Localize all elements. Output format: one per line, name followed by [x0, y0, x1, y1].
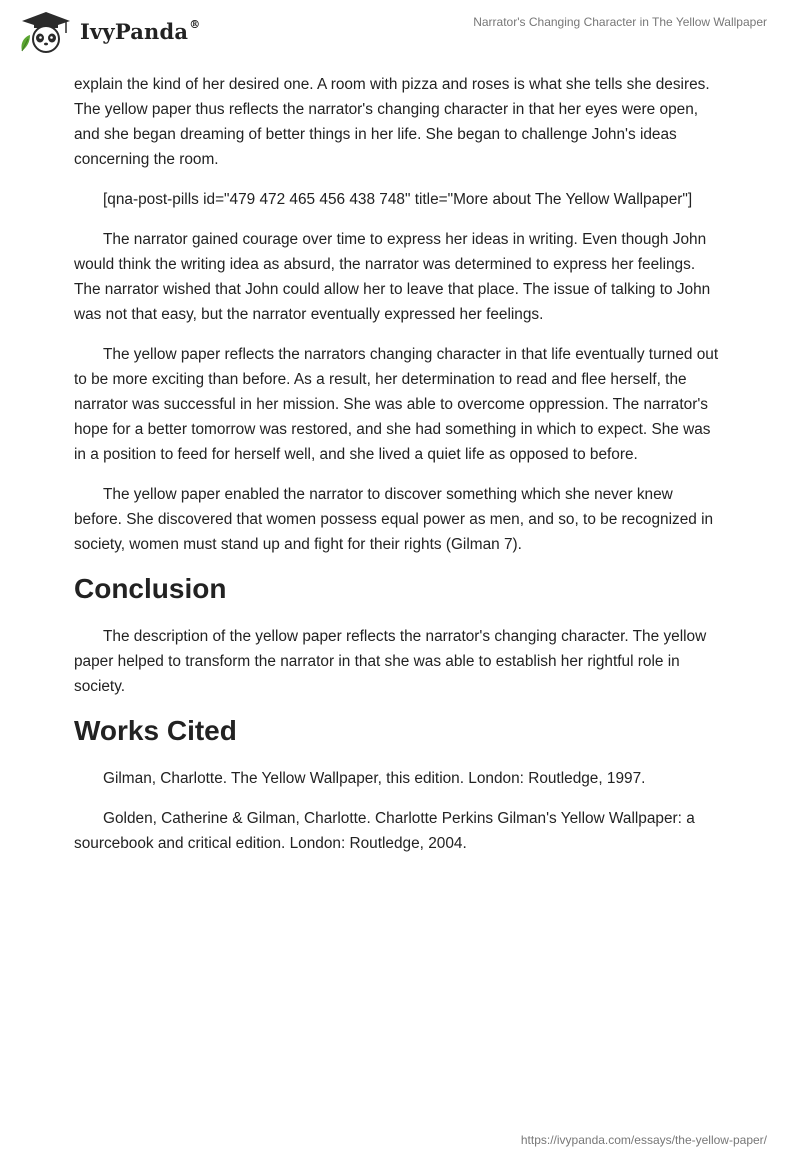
paragraph: The yellow paper reflects the narrators changing character in that life eventually turned out to be more exciting than before. As a result, her determination to read and flee herself, the narrator was successful in her mission. She was able to overcome oppression. The narrator's hope for a better tomorrow was restored, and she had something in which to expect. She was in a position to feed for herself well, and she lived a quiet life as opposed to before.	[74, 346, 719, 463]
source-url-link[interactable]: https://ivypanda.com/essays/the-yellow-paper/	[520, 1133, 767, 1147]
brand-text: IvyPanda	[80, 19, 189, 44]
registered-mark: ®	[189, 18, 201, 31]
document-title: Narrator's Changing Character in The Yellow Wallpaper	[473, 15, 767, 29]
paragraph: The narrator gained courage over time to express her ideas in writing. Even though John would think the writing idea as absurd, the narrator was determined to express her feelings. The narrator wished that John could allow her to leave that place. The issue of talking to John was not that easy, but the narrator eventually expressed her feelings.	[74, 231, 711, 323]
citation-entry: Golden, Catherine & Gilman, Charlotte. Charlotte Perkins Gilman's Yellow Wallpaper: a sourcebook and critical edition. London: Routledge, 2004.	[74, 810, 695, 852]
essay-content	[74, 72, 724, 871]
page-header	[0, 0, 800, 66]
paragraph: The yellow paper enabled the narrator to discover something which she never knew before. She discovered that women possess equal power as men, and so, to be recognized in society, women must stand up and fight for their rights (Gilman 7).	[74, 486, 714, 553]
shortcode-paragraph: [qna-post-pills id="479 472 465 456 438 748" title="More about The Yellow Wallpaper"]	[103, 191, 693, 208]
conclusion-paragraph: The description of the yellow paper reflects the narrator's changing character. The yellow paper helped to transform the narrator in that she was able to establish her rightful role in society.	[74, 628, 707, 695]
works-cited-heading: Works Cited	[74, 715, 237, 746]
citation-entry: Gilman, Charlotte. The Yellow Wallpaper, this edition. London: Routledge, 1997.	[103, 770, 646, 787]
conclusion-heading: Conclusion	[74, 573, 227, 604]
paragraph-continued: explain the kind of her desired one. A room with pizza and roses is what she tells she desires. The yellow paper thus reflects the narrator's changing character in that her eyes were open, and she began dreaming of better things in her life. She began to challenge John's ideas concerning the room.	[74, 76, 710, 168]
panda-graduate-logo-icon[interactable]	[14, 9, 78, 55]
brand-name[interactable]	[80, 19, 200, 44]
